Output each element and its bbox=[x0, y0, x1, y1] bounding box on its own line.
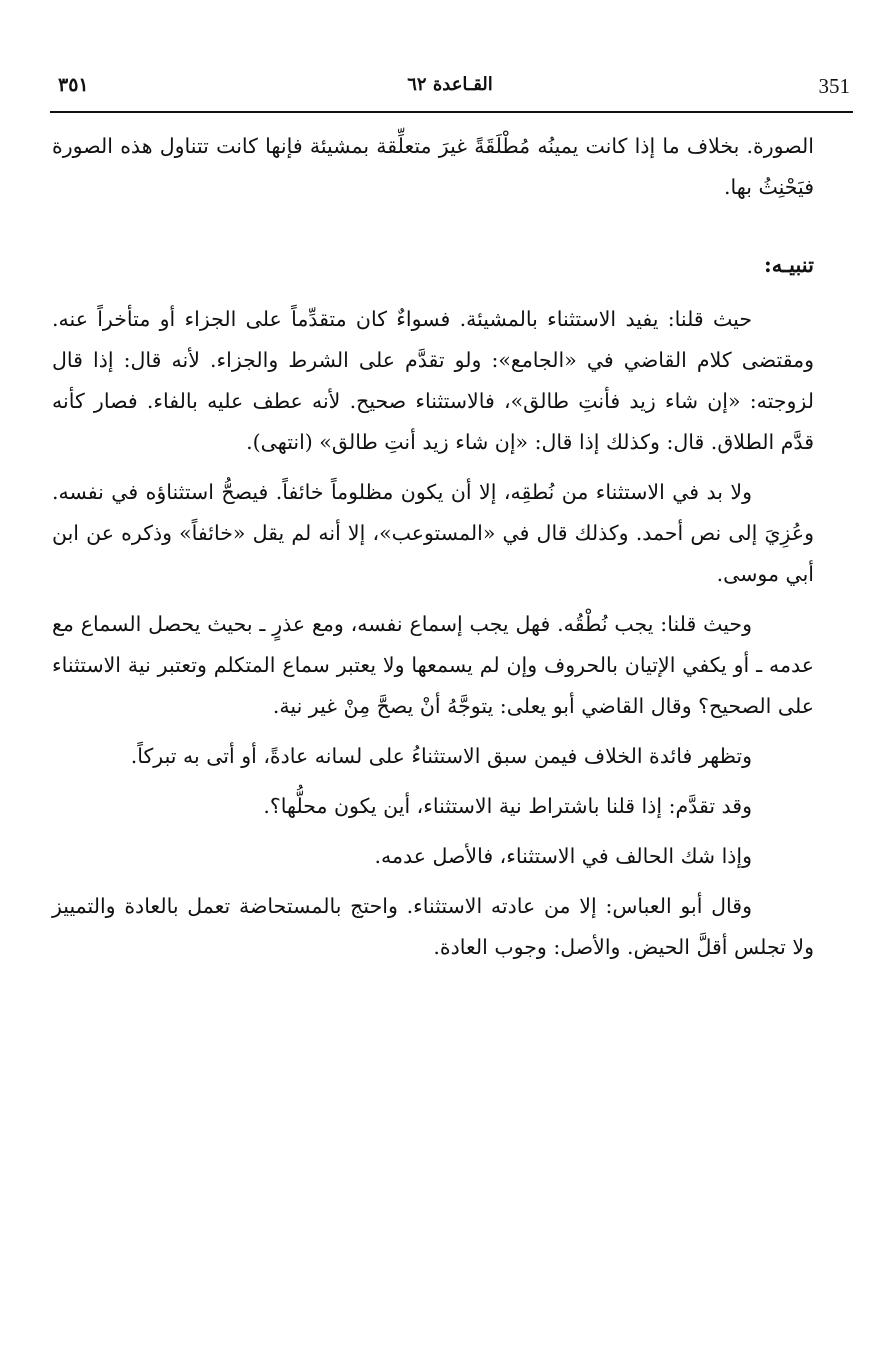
page-body bbox=[52, 126, 814, 968]
paragraph: وقد تقدَّم: إذا قلنا باشتراط نية الاستثناء، أين يكون محلُّها؟. bbox=[263, 794, 752, 818]
paragraph: وقال أبو العباس: إلا من عادته الاستثناء. واحتج بالمستحاضة تعمل بالعادة والتمييز ولا تجلس أقلَّ الحيض. والأصل: وجوب العادة. bbox=[52, 894, 814, 959]
header-rule bbox=[50, 111, 853, 113]
paragraph: وحيث قلنا: يجب نُطْقُه. فهل يجب إسماع نفسه، ومع عذرٍ ـ بحيث يحصل السماع مع عدمه ـ أو يكفي الإتيان بالحروف وإن لم يسمعها ولا يعتبر سماع المتكلم وتعتبر نية الاستثناء على الصحيح؟ وقال القاضي أبو يعلى: يتوجَّهُ أنْ يصحَّ مِنْ غير نية. bbox=[52, 612, 814, 718]
page-header bbox=[50, 72, 850, 108]
paragraph-continued: الصورة. بخلاف ما إذا كانت يمينُه مُطْلَقَةً غيرَ متعلِّقة بمشيئة فإنها كانت تتناول هذه الصورة فيَحْنِثُ بها. bbox=[52, 134, 814, 199]
paragraph: وتظهر فائدة الخلاف فيمن سبق الاستثناءُ على لسانه عادةً، أو أتى به تبركاً. bbox=[130, 744, 752, 768]
section-heading: تنبيـه: bbox=[763, 252, 814, 277]
running-title: القـاعدة ٦٢ bbox=[407, 74, 493, 95]
paragraph: وإذا شك الحالف في الاستثناء، فالأصل عدمه. bbox=[374, 844, 752, 868]
paragraph: ولا بد في الاستثناء من نُطقِه، إلا أن يكون مظلوماً خائفاً. فيصحُّ استثناؤه في نفسه. وعُزِيَ إلى نص أحمد. وكذلك قال في «المستوعب»، إلا أنه لم يقل «خائفاً» وذكره عن ابن أبي موسى. bbox=[52, 480, 814, 586]
paragraph: حيث قلنا: يفيد الاستثناء بالمشيئة. فسواءٌ كان متقدِّماً على الجزاء أو متأخراً عنه. ومقتضى كلام القاضي في «الجامع»: ولو تقدَّم على الشرط والجزاء. لأنه قال: إذا قال لزوجته: «إن شاء زيد فأنتِ طالق»، فالاستثناء صحيح. لأنه عطف عليه بالفاء. فصار كأنه قدَّم الطلاق. قال: وكذلك إذا قال: «إن شاء زيد أنتِ طالق» (انتهى). bbox=[52, 307, 814, 454]
page-number-arabic: ٣٥١ bbox=[58, 74, 89, 96]
page-number-latin: 351 bbox=[818, 74, 850, 98]
